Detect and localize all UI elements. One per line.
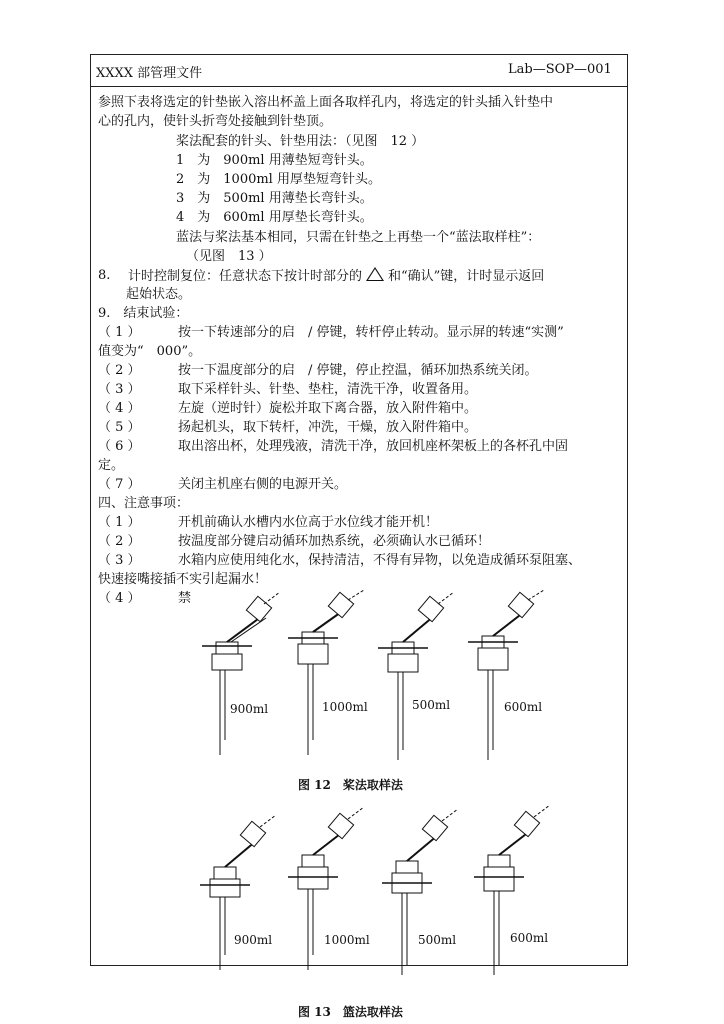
- item-number: （ 4 ）: [98, 591, 141, 606]
- triangle-key-icon: [366, 267, 384, 281]
- section-4-heading: 四、注意事项：: [98, 496, 190, 511]
- item-text: 水箱内应使用纯化水，保持清洁，不得有异物，以免造成循环泵阻塞、: [178, 553, 582, 568]
- basket-usage-ref: （见图 13 ）: [186, 249, 272, 264]
- item-text: 按一下温度部分的启 / 停键，停止控温，循环加热系统关闭。: [178, 363, 538, 378]
- fig12-needle-1000: [288, 590, 364, 755]
- fig12-label-1000: 1000ml: [322, 700, 368, 714]
- item-text: 取出溶出杯，处理残液，清洗干净，放回机座杯架板上的各杯孔中固: [178, 439, 569, 454]
- fig13-label-600: 600ml: [510, 931, 549, 945]
- fig13-label-900: 900ml: [234, 933, 273, 947]
- item-number: （ 1 ）: [98, 325, 141, 340]
- item-number: （ 1 ）: [98, 515, 141, 530]
- fig12-needle-900: [202, 592, 280, 755]
- list-item: 3 为 500ml 用薄垫长弯针头。: [176, 191, 373, 206]
- item-text: 按温度部分键启动循环加热系统，必须确认水已循环！: [178, 534, 491, 549]
- fig13-needle-600: [474, 805, 550, 975]
- fig13-label-500: 500ml: [418, 933, 457, 947]
- item-text: 禁: [178, 591, 192, 606]
- paragraph-line: 参照下表将选定的针垫嵌入溶出杯盖上面各取样孔内，将选定的针头插入针垫中: [98, 95, 554, 110]
- item-text: 按一下转速部分的启 / 停键，转杆停止转动。显示屏的转速“实测”: [178, 325, 564, 340]
- item-number: （ 2 ）: [98, 363, 141, 378]
- section-8-cont: 起始状态。: [126, 287, 192, 302]
- section-8-post: 和“确认”键，计时显示返回: [388, 269, 545, 284]
- fig13-needle-500: [382, 809, 458, 975]
- fig12-label-500: 500ml: [412, 698, 451, 712]
- item-number: （ 7 ）: [98, 477, 141, 492]
- item-text: 取下采样针头、针垫、垫柱，清洗干净，收置备用。: [178, 382, 478, 397]
- item-number: （ 2 ）: [98, 534, 141, 549]
- fig13-diagram: [196, 805, 556, 980]
- item-text: 左旋（逆时针）旋松并取下离合器，放入附件箱中。: [178, 401, 478, 416]
- list-item: 4 为 600ml 用厚垫长弯针头。: [176, 210, 373, 225]
- item-number: （ 3 ）: [98, 382, 141, 397]
- item-text: 关闭主机座右侧的电源开关。: [178, 477, 348, 492]
- item-text-continued: 定。: [98, 458, 125, 473]
- item-text: 扬起机头，取下转杆，冲洗，干燥，放入附件箱中。: [178, 420, 478, 435]
- section-8-pre: 计时控制复位：任意状态下按计时部分的: [128, 269, 363, 284]
- header-title: XXXX 部管理文件: [96, 66, 203, 81]
- paddle-usage-heading: 桨法配套的针头、针垫用法：（见图 12 ）: [176, 134, 425, 149]
- list-item: 1 为 900ml 用薄垫短弯针头。: [176, 153, 373, 168]
- fig13-label-1000: 1000ml: [324, 933, 370, 947]
- header-doc-number: Lab—SOP—001: [508, 62, 612, 77]
- list-item: 2 为 1000ml 用厚垫短弯针头。: [176, 172, 381, 187]
- header-divider: [90, 86, 628, 87]
- item-number: （ 6 ）: [98, 439, 141, 454]
- item-number: （ 3 ）: [98, 553, 141, 568]
- section-number-8: 8.: [98, 268, 111, 283]
- item-number: （ 4 ）: [98, 401, 141, 416]
- fig12-label-600: 600ml: [504, 700, 543, 714]
- basket-usage-line: 蓝法与桨法基本相同，只需在针垫之上再垫一个“蓝法取样柱”：: [176, 230, 541, 245]
- fig12-label-900: 900ml: [230, 702, 269, 716]
- item-number: （ 5 ）: [98, 420, 141, 435]
- item-text: 开机前确认水槽内水位高于水位线才能开机！: [178, 515, 439, 530]
- paragraph-line: 心的孔内，使针头折弯处接触到针垫顶。: [98, 114, 333, 129]
- section-8-text: [128, 267, 544, 286]
- fig12-diagram: [186, 590, 556, 770]
- item-text-continued: 快速接嘴接插不实引起漏水！: [98, 572, 268, 587]
- section-9-heading: 9. 结束试验：: [98, 306, 189, 321]
- item-text-continued: 值变为“ 000”。: [98, 344, 202, 359]
- fig13-caption: 图 13 篮法取样法: [298, 1005, 403, 1019]
- fig12-needle-600: [468, 590, 544, 760]
- fig12-needle-500: [378, 592, 454, 760]
- fig12-caption: 图 12 桨法取样法: [298, 778, 403, 792]
